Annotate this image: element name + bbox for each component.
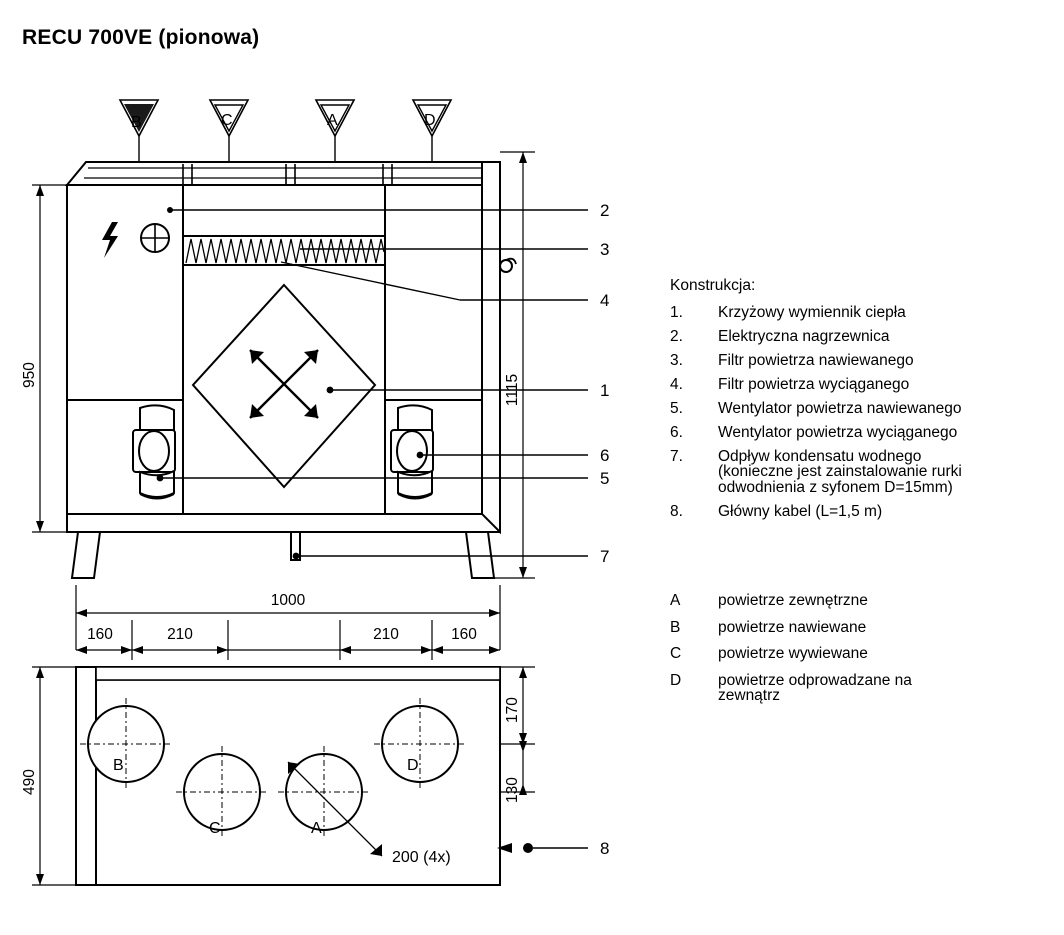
top-cabinet — [76, 667, 609, 885]
dim-label-1115: 1115 — [504, 373, 521, 407]
callout-label-6: 6 — [600, 446, 610, 465]
airflow-item-label: powietrze nawiewane — [718, 618, 867, 636]
airflow-item-label: powietrze wywiewane — [718, 645, 868, 662]
airflow-item — [670, 620, 1055, 636]
duct-note-label: 200 (4x) — [392, 849, 451, 866]
legend-item-label-cont2: odwodnienia z syfonem D=15mm) — [718, 478, 953, 496]
dim-label-1000: 1000 — [270, 592, 306, 609]
dim-segment-labels — [87, 626, 477, 643]
callout-label-8: 8 — [600, 839, 610, 858]
legend-item-number: 3. — [670, 351, 683, 369]
front-callout-labels — [600, 201, 609, 566]
airflow-item — [670, 593, 1055, 609]
legend-item-number: 4. — [670, 375, 683, 393]
legend-item-label: Wentylator powietrza nawiewanego — [718, 399, 962, 417]
dim-label-950: 950 — [21, 362, 38, 388]
front-cabinet — [67, 162, 516, 578]
fan-supply — [133, 405, 175, 498]
dim-label-160-right: 160 — [451, 626, 477, 643]
airflow-item — [670, 646, 1055, 662]
airflow-item — [670, 673, 1055, 704]
legend-heading: Konstrukcja: — [670, 277, 756, 294]
legend-item-label: Główny kabel (L=1,5 m) — [718, 502, 883, 520]
construction-legend — [670, 278, 1055, 528]
legend-item-number: 1. — [670, 303, 683, 321]
dim-depth-490 — [32, 667, 76, 885]
airflow-item-label: powietrze odprowadzane na — [718, 671, 912, 689]
top-label-B: B — [113, 757, 124, 774]
fan-exhaust — [391, 405, 433, 498]
airflow-item-label-cont: zewnątrz — [718, 687, 781, 704]
legend-item-label: Wentylator powietrza wyciąganego — [718, 423, 958, 441]
dim-label-210-left: 210 — [167, 626, 193, 643]
legend-item-number: 6. — [670, 423, 683, 441]
top-label-C: C — [209, 820, 221, 837]
dim-segments — [76, 620, 500, 660]
legend-item — [670, 377, 1055, 393]
legend-item — [670, 425, 1055, 441]
airflow-item-key: C — [670, 645, 682, 662]
port-label-D: D — [424, 112, 436, 129]
dim-label-130: 130 — [504, 777, 521, 803]
legend-item-label: Elektryczna nagrzewnica — [718, 327, 890, 345]
dim-label-210-right: 210 — [373, 626, 399, 643]
legend-item — [670, 329, 1055, 345]
callout-label-7: 7 — [600, 547, 610, 566]
legend-item — [670, 353, 1055, 369]
page-title: RECU 700VE (pionowa) — [22, 26, 260, 49]
legend-item — [670, 305, 1055, 321]
airflow-item-key: B — [670, 618, 681, 636]
legend-item — [670, 401, 1055, 417]
dim-label-170: 170 — [504, 697, 521, 723]
legend-item-label-cont1: (konieczne jest zainstalowanie rurki — [718, 463, 962, 480]
callout-label-5: 5 — [600, 469, 610, 488]
top-label-D: D — [407, 757, 419, 774]
dim-label-160-left: 160 — [87, 626, 113, 643]
legend-item-number: 2. — [670, 327, 683, 345]
callout-label-3: 3 — [600, 240, 610, 259]
legend-item-number: 7. — [670, 447, 683, 465]
port-label-B: B — [131, 114, 142, 131]
legend-item-number: 8. — [670, 502, 683, 520]
airflow-legend — [670, 593, 1055, 715]
airflow-item-label: powietrze zewnętrzne — [718, 592, 868, 609]
legend-item-label: Odpływ kondensatu wodnego — [718, 447, 922, 465]
dim-label-490: 490 — [21, 769, 38, 795]
legend-item-label: Filtr powietrza nawiewanego — [718, 351, 914, 369]
airflow-item-key: D — [670, 671, 682, 689]
legend-item-number: 5. — [670, 399, 683, 417]
legend-item-label: Krzyżowy wymiennik ciepła — [718, 303, 906, 321]
legend-item — [670, 504, 1055, 520]
callout-label-2: 2 — [600, 201, 610, 220]
dim-height-950 — [32, 185, 67, 532]
legend-item-label: Filtr powietrza wyciąganego — [718, 375, 910, 393]
port-label-A: A — [327, 112, 338, 129]
airflow-item-key: A — [670, 592, 681, 609]
legend-item — [670, 449, 1055, 496]
port-label-C: C — [221, 112, 233, 129]
top-label-A: A — [311, 820, 322, 837]
callout-label-4: 4 — [600, 291, 610, 310]
callout-label-1: 1 — [600, 381, 610, 400]
